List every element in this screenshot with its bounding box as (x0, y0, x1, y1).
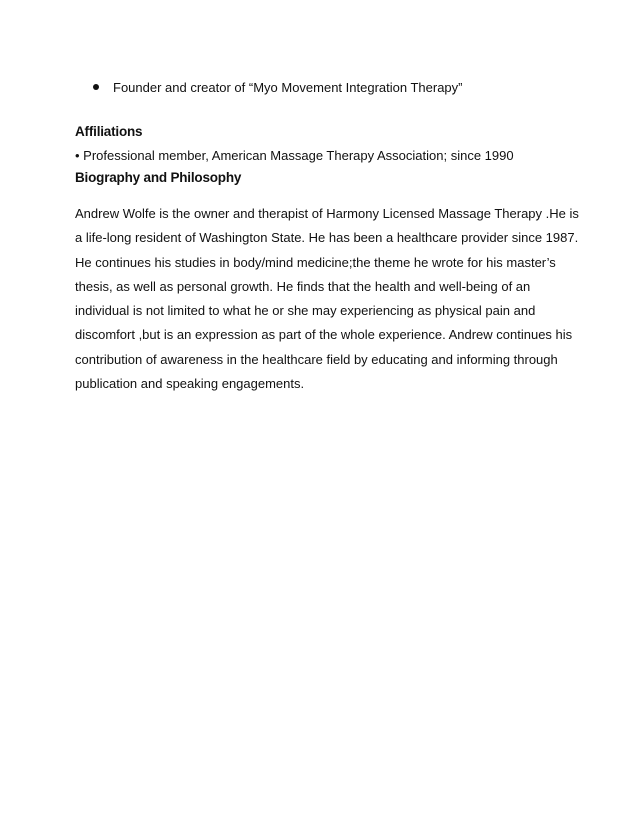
founder-bullet-item (93, 80, 463, 96)
biography-line: He continues his studies in body/mind medicine;the theme he wrote for his master’s (75, 254, 556, 270)
biography-paragraph (75, 206, 579, 400)
biography-line: contribution of awareness in the healthcare field by educating and informing through (75, 351, 558, 367)
founder-bullet-text: Founder and creator of “Myo Movement Integration Therapy” (113, 80, 463, 95)
biography-line: discomfort ,but is an expression as part of the whole experience. Andrew continues his (75, 327, 573, 343)
affiliations-heading: Affiliations (75, 124, 143, 139)
biography-line: a life-long resident of Washington State. He has been a healthcare provider since 1987. (75, 230, 579, 246)
biography-heading: Biography and Philosophy (75, 170, 242, 185)
biography-line: thesis, as well as personal growth. He finds that the health and well-being of an (75, 278, 531, 294)
affiliation-item: • Professional member, American Massage Therapy Association; since 1990 (75, 148, 514, 163)
bullet-icon (93, 84, 99, 90)
biography-line: Andrew Wolfe is the owner and therapist of Harmony Licensed Massage Therapy .He is (75, 206, 579, 221)
biography-line: individual is not limited to what he or she may experiencing as physical pain and (75, 303, 536, 319)
biography-line: publication and speaking engagements. (75, 376, 305, 392)
